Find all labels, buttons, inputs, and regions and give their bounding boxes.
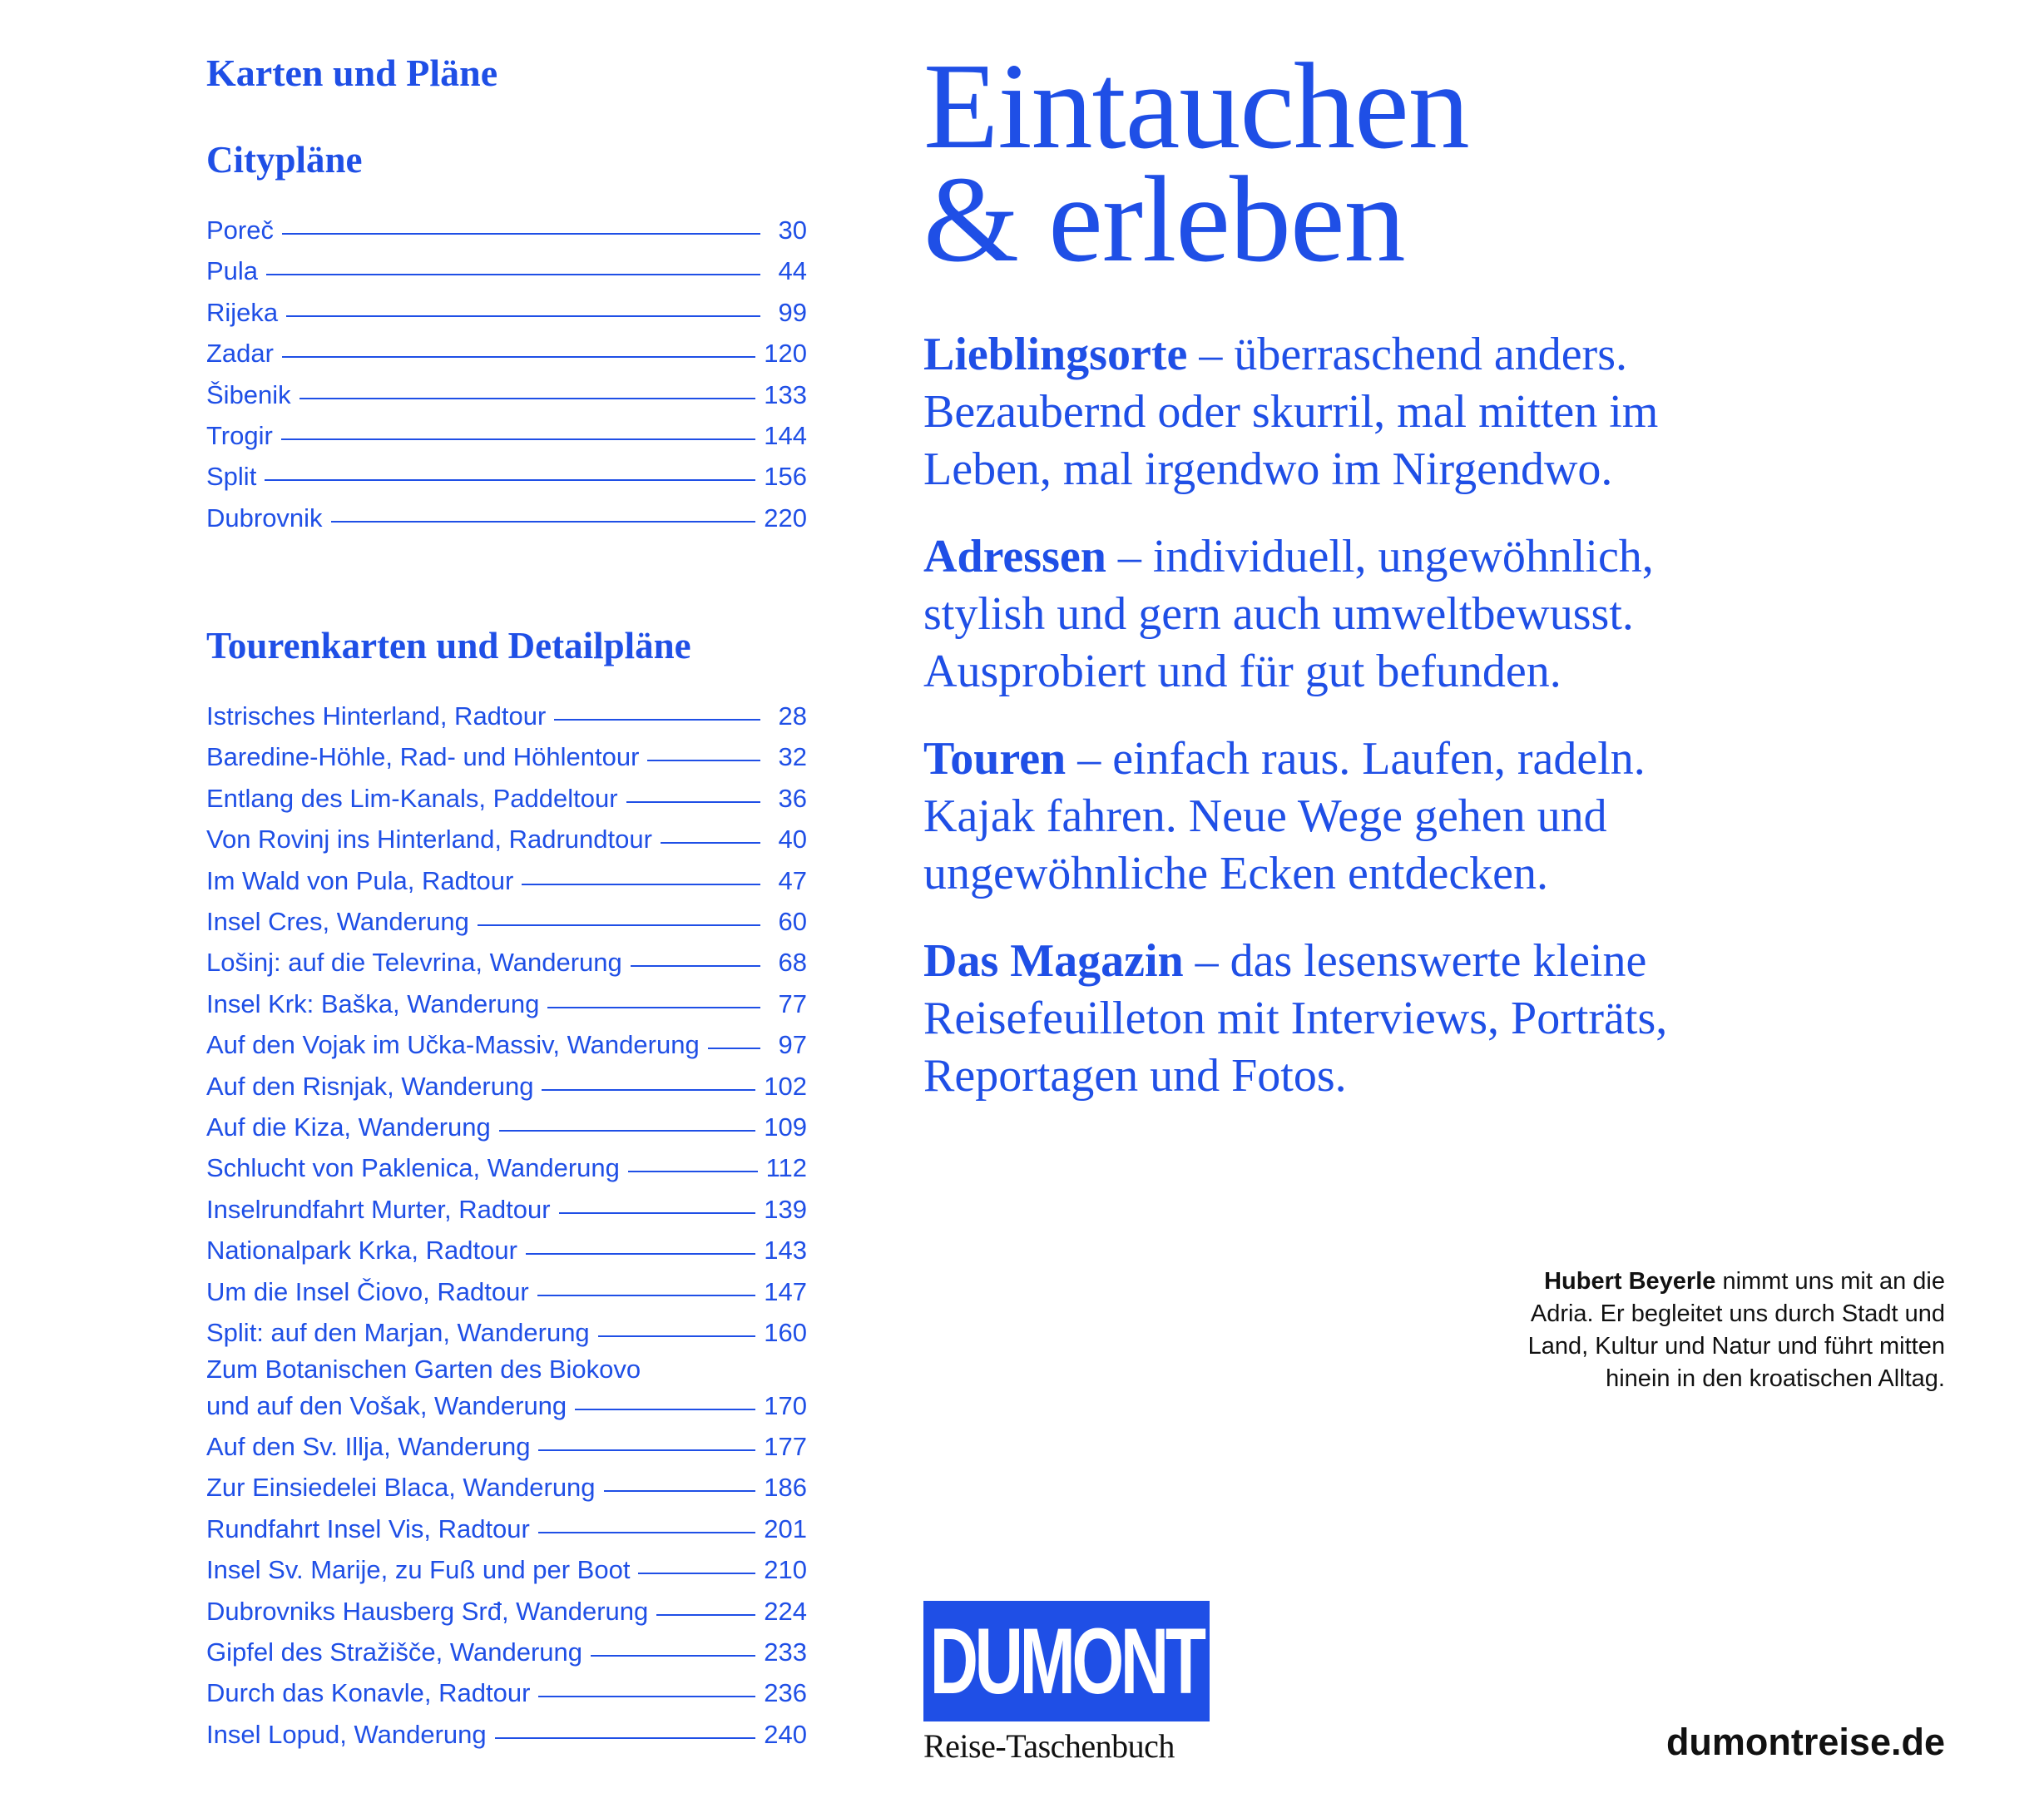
toc-item-page: 139 <box>764 1194 807 1224</box>
feature-lieblingsorte <box>923 326 1755 498</box>
toc-item-name: Inselrundfahrt Murter, Radtour <box>206 1194 551 1224</box>
toc-item-page: 236 <box>764 1678 807 1708</box>
author-text: nimmt uns mit an die Adria. Er begleitet uns durch Stadt und Land, Kultur und Natur und führt mitten hinein in den kroatischen Alltag. <box>1527 1268 1945 1392</box>
toc-item-name: Rijeka <box>206 297 279 327</box>
cityplans-heading: Citypläne <box>206 139 363 181</box>
toc-leader-line <box>281 438 755 440</box>
feature-label: Touren <box>923 733 1067 785</box>
toc-item <box>206 1271 807 1312</box>
toc-item-name: Zadar <box>206 339 274 369</box>
toc-item-page: 102 <box>764 1071 807 1101</box>
toc-item <box>206 1508 807 1549</box>
toc-item-name-line-1: Zum Botanischen Garten des Biokovo <box>206 1354 641 1384</box>
toc-leader-line <box>575 1409 755 1410</box>
toc-item <box>206 374 807 415</box>
toc-item-name: Im Wald von Pula, Radtour <box>206 865 514 895</box>
toc-item-page: 30 <box>778 215 807 245</box>
toc-leader-line <box>265 479 755 481</box>
toc-leader-line <box>282 356 755 358</box>
title-line-2: & erleben <box>923 151 1405 288</box>
toc-item-name: Trogir <box>206 421 273 451</box>
toc-item-name: Schlucht von Paklenica, Wanderung <box>206 1153 620 1183</box>
toc-item <box>206 819 807 859</box>
toc-item <box>206 210 807 250</box>
toc-leader-line <box>708 1048 760 1049</box>
toc-leader-line <box>647 760 760 761</box>
toc-item <box>206 1467 807 1508</box>
toc-item-name: Auf die Kiza, Wanderung <box>206 1112 491 1142</box>
toc-item-name: Split: auf den Marjan, Wanderung <box>206 1318 590 1348</box>
toc-item <box>206 1714 807 1755</box>
toc-item <box>206 1066 807 1107</box>
toc-item-name: Auf den Vojak im Učka-Massiv, Wanderung <box>206 1030 700 1060</box>
toc-leader-line <box>538 1696 755 1697</box>
toc-item-page: 47 <box>778 865 807 895</box>
toc-item-name: Šibenik <box>206 379 291 409</box>
feature-text: – individuell, ungewöhnlich, stylish und gern auch umweltbewusst. Ausprobiert und für gut befunden. <box>923 531 1654 697</box>
feature-text: – das lesenswerte kleine Reisefeuilleton mit Interviews, Porträts, Reportagen und Fotos. <box>923 935 1668 1102</box>
toc-item <box>206 983 807 1024</box>
toc-item <box>206 250 807 291</box>
toc-leader-line <box>598 1335 756 1337</box>
toc-item-name: Pula <box>206 256 259 286</box>
toc-item <box>206 1107 807 1147</box>
toc-item <box>206 1024 807 1065</box>
author-blurb <box>1479 1266 1945 1395</box>
toc-item-name: Baredine-Höhle, Rad- und Höhlentour <box>206 742 640 772</box>
page-title <box>923 38 1469 288</box>
toc-leader-line <box>495 1737 756 1739</box>
toc-item-page: 156 <box>764 462 807 492</box>
toc-item-page: 210 <box>764 1555 807 1585</box>
toc-item-page: 201 <box>764 1513 807 1543</box>
toc-item-page: 186 <box>764 1473 807 1503</box>
features-list <box>923 326 1755 1135</box>
toc-leader-line <box>522 884 760 885</box>
toc-item-page: 44 <box>778 256 807 286</box>
toc-item-page: 177 <box>764 1431 807 1461</box>
toc-item <box>206 456 807 497</box>
toc-item-page: 97 <box>778 1030 807 1060</box>
toc-item-name: Poreč <box>206 215 274 245</box>
toc-leader-line <box>542 1089 755 1091</box>
toc-item <box>206 292 807 333</box>
toc-item-name: Insel Krk: Baška, Wanderung <box>206 988 540 1018</box>
dumont-logo <box>923 1601 1210 1766</box>
toc-item <box>206 1354 807 1426</box>
toc-item-name: Dubrovniks Hausberg Srđ, Wanderung <box>206 1596 649 1626</box>
toc-item-name: Insel Cres, Wanderung <box>206 907 469 937</box>
toc-item-name: Auf den Sv. Illja, Wanderung <box>206 1431 531 1461</box>
title-line-1: Eintauchen <box>923 38 1469 175</box>
toc-leader-line <box>656 1614 755 1616</box>
feature-label: Lieblingsorte <box>923 329 1188 380</box>
toc-item <box>206 333 807 374</box>
toc-leader-line <box>499 1130 755 1132</box>
toc-item-page: 170 <box>764 1390 807 1420</box>
logo-text: DUMONT <box>930 1609 1203 1713</box>
toc-item-page: 28 <box>778 701 807 731</box>
toc-item-name: Istrisches Hinterland, Radtour <box>206 701 547 731</box>
website-url: dumontreise.de <box>1665 1721 1945 1763</box>
toc-item-name-line-2: und auf den Vošak, Wanderung <box>206 1390 567 1420</box>
logo-box <box>923 1601 1210 1721</box>
toc-item-name: Insel Lopud, Wanderung <box>206 1719 487 1749</box>
toc-leader-line <box>628 1171 758 1172</box>
toc-item-name: Lošinj: auf die Televrina, Wanderung <box>206 948 622 978</box>
toc-item <box>206 1549 807 1590</box>
toc-item <box>206 1591 807 1632</box>
toc-leader-line <box>331 521 756 523</box>
author-name: Hubert Beyerle <box>1544 1268 1716 1295</box>
toc-item-page: 77 <box>778 988 807 1018</box>
toc-leader-line <box>538 1449 755 1451</box>
toc-item-page: 220 <box>764 503 807 533</box>
feature-text: – einfach raus. Laufen, radeln. Kajak fahren. Neue Wege gehen und ungewöhnliche Ecken entdecken. <box>923 733 1646 899</box>
toc-leader-line <box>286 315 760 317</box>
toc-leader-line <box>638 1573 755 1574</box>
toc-item-page: 112 <box>765 1153 807 1183</box>
toc-item-page: 68 <box>778 948 807 978</box>
cityplans-list <box>206 210 807 538</box>
toc-item-page: 240 <box>764 1719 807 1749</box>
feature-label: Adressen <box>923 531 1106 582</box>
toc-leader-line <box>478 924 760 926</box>
toc-item-page: 120 <box>764 339 807 369</box>
toc-item-name: Durch das Konavle, Radtour <box>206 1678 531 1708</box>
toc-leader-line <box>538 1532 755 1533</box>
toc-item-name: Zur Einsiedelei Blaca, Wanderung <box>206 1473 596 1503</box>
toc-item <box>206 415 807 456</box>
toc-item-page: 109 <box>764 1112 807 1142</box>
toc-leader-line <box>661 842 760 844</box>
toc-item-page: 147 <box>764 1276 807 1306</box>
toc-item <box>206 1632 807 1672</box>
feature-magazin <box>923 933 1755 1105</box>
toc-item-name: Split <box>206 462 257 492</box>
toc-item-name: Auf den Risnjak, Wanderung <box>206 1071 534 1101</box>
toc-item-page: 99 <box>778 297 807 327</box>
toc-leader-line <box>626 801 760 803</box>
toc-item-name: Dubrovnik <box>206 503 323 533</box>
feature-text: – überraschend anders. Bezaubernd oder skurril, mal mitten im Leben, mal irgendwo im Nirgendwo. <box>923 329 1659 495</box>
toc-item <box>206 696 807 736</box>
toc-item-name: Nationalpark Krka, Radtour <box>206 1236 517 1266</box>
toc-item <box>206 736 807 777</box>
toc-item-page: 144 <box>764 421 807 451</box>
logo-subtitle: Reise-Taschenbuch <box>923 1727 1175 1765</box>
toc-item <box>206 1672 807 1713</box>
toc-item <box>206 860 807 901</box>
maps-index <box>206 47 807 1749</box>
toc-item-page: 143 <box>764 1236 807 1266</box>
toc-leader-line <box>266 274 760 275</box>
toc-item-page: 40 <box>778 825 807 855</box>
tours-list <box>206 696 807 1755</box>
toc-leader-line <box>604 1490 756 1492</box>
toc-item <box>206 1230 807 1271</box>
toc-leader-line <box>591 1655 755 1657</box>
toc-leader-line <box>282 233 760 235</box>
toc-leader-line <box>559 1212 756 1214</box>
toc-item <box>206 1189 807 1230</box>
toc-leader-line <box>537 1295 756 1296</box>
maps-heading: Karten und Pläne <box>206 52 498 94</box>
toc-item <box>206 1147 807 1188</box>
toc-leader-line <box>631 965 760 967</box>
toc-item-page: 233 <box>764 1637 807 1667</box>
toc-item <box>206 901 807 942</box>
toc-item-page: 224 <box>764 1596 807 1626</box>
toc-item-page: 36 <box>778 783 807 813</box>
toc-item-name: Insel Sv. Marije, zu Fuß und per Boot <box>206 1555 631 1585</box>
toc-item-name: Entlang des Lim-Kanals, Paddeltour <box>206 783 618 813</box>
toc-item <box>206 1312 807 1353</box>
toc-item-page: 60 <box>778 907 807 937</box>
toc-leader-line <box>526 1253 755 1255</box>
feature-label: Das Magazin <box>923 935 1184 987</box>
toc-item <box>206 942 807 983</box>
toc-item-page: 133 <box>764 379 807 409</box>
tours-heading: Tourenkarten und Detailpläne <box>206 625 691 666</box>
toc-item <box>206 498 807 538</box>
toc-item-name: Rundfahrt Insel Vis, Radtour <box>206 1513 530 1543</box>
toc-leader-line <box>547 1007 760 1008</box>
toc-item <box>206 1426 807 1467</box>
toc-leader-line <box>299 398 756 399</box>
toc-item-page: 32 <box>778 742 807 772</box>
toc-item-name: Gipfel des Stražišče, Wanderung <box>206 1637 583 1667</box>
toc-item <box>206 778 807 819</box>
toc-item-page: 160 <box>764 1318 807 1348</box>
feature-adressen <box>923 528 1755 701</box>
toc-item-name: Von Rovinj ins Hinterland, Radrundtour <box>206 825 652 855</box>
toc-leader-line <box>554 719 760 721</box>
toc-item-name: Um die Insel Čiovo, Radtour <box>206 1276 529 1306</box>
feature-touren <box>923 731 1755 903</box>
